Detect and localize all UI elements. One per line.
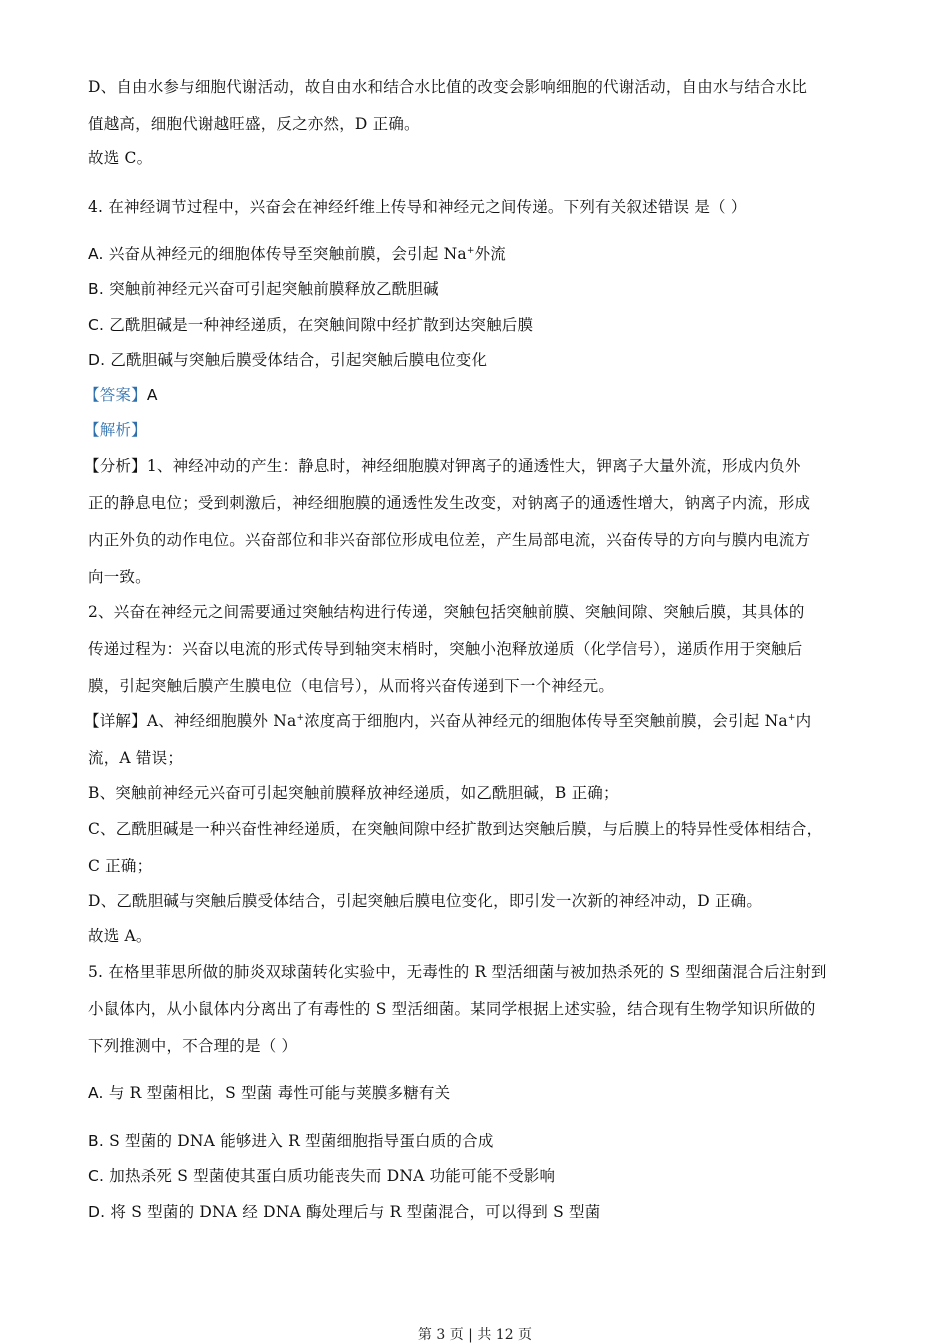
prev-option-d-analysis-line1: D、自由水参与细胞代谢活动，故自由水和结合水比值的改变会影响细胞的代谢活动，自由水与结合水比: [88, 78, 808, 96]
question4-stem: 4. 在神经调节过程中，兴奋会在神经纤维上传导和神经元之间传递。下列有关叙述错误 是（ ）: [88, 198, 747, 216]
option-label: A.: [88, 245, 104, 263]
option-label: A.: [88, 1084, 104, 1102]
question4-option-a: [88, 244, 506, 264]
analysis-p1-line3: 内正外负的动作电位。兴奋部位和非兴奋部位形成电位差，产生局部电流，兴奋传导的方向与膜内电流方: [88, 531, 811, 549]
analysis-p1-line1: 【分析】1、神经冲动的产生：静息时，神经细胞膜对钾离子的通透性大，钾离子大量外流，形成内负外: [84, 457, 801, 475]
option-label: B.: [88, 1132, 104, 1150]
detail-conclusion: 故选 A。: [88, 927, 152, 945]
analysis-p2-line3: 膜，引起突触后膜产生膜电位（电信号），从而将兴奋传递到下一个神经元。: [88, 677, 615, 695]
question5-stem-line3: 下列推测中，不合理的是（ ）: [88, 1037, 298, 1055]
question5-stem-line1: 5. 在格里菲思所做的肺炎双球菌转化实验中，无毒性的 R 型活细菌与被加热杀死的 S 型细菌混合后注射到: [88, 963, 827, 981]
question4-option-c: [88, 315, 533, 335]
option-label: C.: [88, 1167, 105, 1185]
analysis-tag: 【解析】: [84, 421, 147, 439]
option-label: D.: [88, 1203, 106, 1221]
analysis-p1-line2: 正的静息电位；受到刺激后，神经细胞膜的通透性发生改变，对钠离子的通透性增大，钠离子内流，形成: [88, 494, 811, 512]
question5-option-a: [88, 1083, 450, 1103]
detail-b: B、突触前神经元兴奋可引起突触前膜释放神经递质，如乙酰胆碱，B 正确；: [88, 784, 619, 802]
question5-option-b: [88, 1131, 494, 1151]
analysis-heading: [84, 420, 147, 440]
detail-a-line2: 流，A 错误；: [88, 749, 184, 767]
option-text: S 型菌的 DNA 能够进入 R 型菌细胞指导蛋白质的合成: [109, 1132, 494, 1150]
answer-value: A: [146, 386, 158, 404]
detail-d: D、乙酰胆碱与突触后膜受体结合，引起突触后膜电位变化，即引发一次新的神经冲动，D 正确。: [88, 892, 763, 910]
detail-tag: 【详解】: [84, 712, 147, 730]
option-label: D.: [88, 351, 106, 369]
option-label: C.: [88, 316, 105, 334]
question5-option-c: [88, 1166, 555, 1186]
detail-c-line2: C 正确；: [88, 857, 153, 875]
detail-a-line1: 【详解】A、神经细胞膜外 Na+浓度高于细胞内，兴奋从神经元的细胞体传导至突触前膜，会引起 Na+内: [84, 712, 812, 730]
question4-option-b: [88, 279, 439, 299]
prev-option-d-analysis-line2: 值越高，细胞代谢越旺盛，反之亦然，D 正确。: [88, 115, 420, 133]
question5-option-d: [88, 1202, 600, 1222]
option-text-before: 兴奋从神经元的细胞体传导至突触前膜，会引起 Na: [108, 245, 467, 263]
option-text: 乙酰胆碱与突触后膜受体结合，引起突触后膜电位变化: [110, 351, 488, 369]
question4-option-d: [88, 350, 487, 370]
answer-line: [84, 385, 158, 405]
option-text: 与 R 型菌相比，S 型菌 毒性可能与荚膜多糖有关: [108, 1084, 451, 1102]
option-label: B.: [88, 280, 104, 298]
answer-tag: 【答案】: [84, 386, 147, 404]
analysis-sub-tag: 【分析】: [84, 457, 147, 475]
option-text: 乙酰胆碱是一种神经递质，在突触间隙中经扩散到达突触后膜: [109, 316, 534, 334]
prev-conclusion: 故选 C。: [88, 149, 153, 167]
option-text-after: 外流: [474, 245, 507, 263]
superscript-plus: +: [466, 245, 475, 256]
analysis-p2-line2: 传递过程为：兴奋以电流的形式传导到轴突末梢时，突触小泡释放递质（化学信号），递质作用于突触后: [88, 640, 803, 658]
analysis-p2-line1: 2、兴奋在神经元之间需要通过突触结构进行传递，突触包括突触前膜、突触间隙、突触后膜，其具体的: [88, 603, 805, 621]
option-text: 突触前神经元兴奋可引起突触前膜释放乙酰胆碱: [109, 280, 439, 298]
option-text: 将 S 型菌的 DNA 经 DNA 酶处理后与 R 型菌混合，可以得到 S 型菌: [110, 1203, 601, 1221]
analysis-p1-line4: 向一致。: [88, 568, 151, 586]
detail-c-line1: C、乙酰胆碱是一种兴奋性神经递质，在突触间隙中经扩散到达突触后膜，与后膜上的特异性受体相结合，: [88, 820, 823, 838]
option-text: 加热杀死 S 型菌使其蛋白质功能丧失而 DNA 功能可能不受影响: [109, 1167, 556, 1185]
page-footer: 第 3 页 | 共 12 页: [417, 1327, 533, 1343]
question5-stem-line2: 小鼠体内，从小鼠体内分离出了有毒性的 S 型活细菌。某同学根据上述实验，结合现有生物学知识所做的: [88, 1000, 816, 1018]
